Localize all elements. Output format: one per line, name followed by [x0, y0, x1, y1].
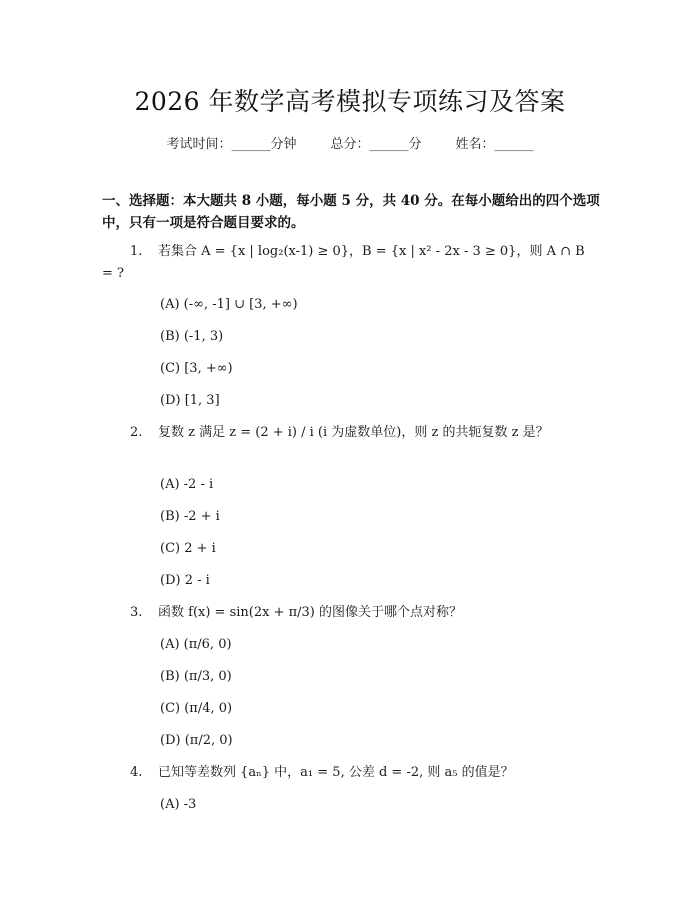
- question-2: [102, 422, 598, 444]
- option-4a: (A) -3: [160, 797, 197, 812]
- exam-time-field: 考试时间：______分钟: [166, 137, 297, 152]
- option-1d: (D) [1, 3]: [160, 393, 220, 408]
- question-number: 3.: [130, 605, 143, 620]
- option-3a: (A) (π/6, 0): [160, 637, 232, 652]
- student-name-field: 姓名：______: [455, 137, 534, 152]
- question-1: [102, 241, 598, 285]
- exam-info-row: [0, 133, 700, 152]
- option-2a: (A) -2 - i: [160, 477, 214, 492]
- option-2d: (D) 2 - i: [160, 573, 210, 588]
- question-text: 若集合 A = {x | log₂(x-1) ≥ 0}，B = {x | x² - 2x - 3 ≥ 0}，则 A ∩ B = ?: [102, 244, 585, 281]
- question-4: [102, 762, 598, 784]
- option-1c: (C) [3, +∞): [160, 361, 233, 376]
- total-score-field: 总分：______分: [330, 137, 422, 152]
- section-heading: 一、选择题：本大题共 8 小题，每小题 5 分，共 40 分。在每小题给出的四个选项中，只有一项是符合题目要求的。: [102, 193, 600, 231]
- option-2b: (B) -2 + i: [160, 509, 220, 524]
- question-number: 2.: [130, 425, 143, 440]
- page-title: 2026 年数学高考模拟专项练习及答案: [134, 87, 566, 116]
- question-text: 函数 f(x) = sin(2x + π/3) 的图像关于哪个点对称？: [158, 605, 463, 620]
- option-2c: (C) 2 + i: [160, 541, 216, 556]
- question-number: 1.: [130, 244, 143, 259]
- option-1b: (B) (-1, 3): [160, 329, 224, 344]
- option-1a: (A) (-∞, -1] ∪ [3, +∞): [160, 297, 298, 312]
- question-text: 复数 z 满足 z = (2 + i) / i (i 为虚数单位)，则 z 的共轭复数 z 是？: [158, 425, 549, 440]
- question-text: 已知等差数列 {aₙ} 中，a₁ = 5, 公差 d = -2, 则 a₅ 的值是？: [158, 765, 514, 780]
- option-3d: (D) (π/2, 0): [160, 733, 233, 748]
- question-number: 4.: [130, 765, 143, 780]
- option-3b: (B) (π/3, 0): [160, 669, 232, 684]
- question-3: [102, 602, 598, 624]
- option-3c: (C) (π/4, 0): [160, 701, 233, 716]
